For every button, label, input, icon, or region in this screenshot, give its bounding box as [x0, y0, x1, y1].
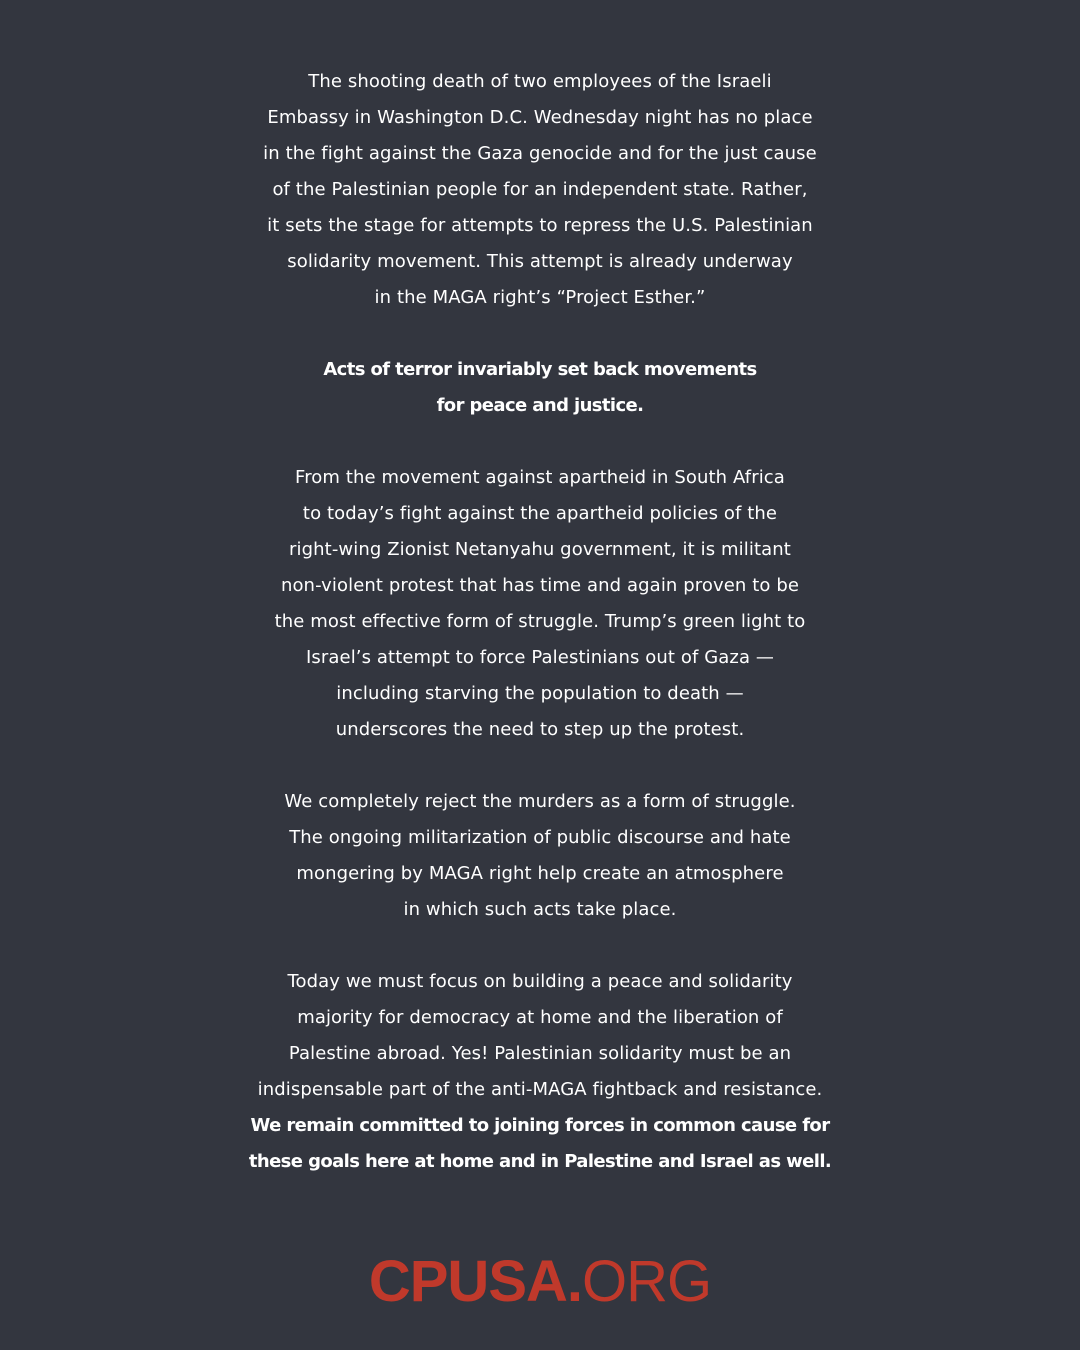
paragraph-2-line: underscores the need to step up the protest.	[335, 719, 745, 740]
paragraph-2-line: to today’s fight against the apartheid policies of the	[302, 503, 778, 524]
paragraph-2-line: including starving the population to death —	[336, 683, 744, 704]
closing-line: these goals here at home and in Palestine and Israel as well.	[248, 1151, 832, 1172]
cpusa-logo	[0, 1250, 1080, 1314]
paragraph-2-line: Israel’s attempt to force Palestinians out of Gaza —	[306, 647, 774, 668]
paragraph-2-line: the most effective form of struggle. Trump’s green light to	[274, 611, 806, 632]
paragraph-2-line: From the movement against apartheid in South Africa	[295, 467, 785, 488]
paragraph-1-line: Embassy in Washington D.C. Wednesday night has no place	[267, 107, 813, 128]
paragraph-1-line: in the fight against the Gaza genocide and for the just cause	[263, 143, 817, 164]
paragraph-3-line: in which such acts take place.	[403, 899, 677, 920]
paragraph-1-line: The shooting death of two employees of the Israeli	[308, 71, 772, 92]
paragraph-4-line: Palestine abroad. Yes! Palestinian solidarity must be an	[288, 1043, 792, 1064]
paragraph-4-line: Today we must focus on building a peace and solidarity	[287, 971, 793, 992]
paragraph-3-line: mongering by MAGA right help create an atmosphere	[296, 863, 784, 884]
logo-dot: .	[566, 1249, 583, 1314]
paragraph-4-line: indispensable part of the anti-MAGA fightback and resistance.	[257, 1079, 823, 1100]
logo-tld: ORG	[582, 1249, 712, 1314]
closing-line: We remain committed to joining forces in common cause for	[250, 1115, 830, 1136]
paragraph-2-line: non-violent protest that has time and again proven to be	[280, 575, 800, 596]
paragraph-1-line: of the Palestinian people for an independent state. Rather,	[272, 179, 808, 200]
paragraph-1-line: solidarity movement. This attempt is already underway	[287, 251, 793, 272]
paragraph-4-line: majority for democracy at home and the liberation of	[297, 1007, 783, 1028]
paragraph-1-line: in the MAGA right’s “Project Esther.”	[374, 287, 706, 308]
callout-line: for peace and justice.	[436, 395, 644, 416]
logo-name: CPUSA	[368, 1249, 567, 1314]
paragraph-2-line: right-wing Zionist Netanyahu government, it is militant	[289, 539, 791, 560]
callout-line: Acts of terror invariably set back movements	[323, 359, 757, 380]
paragraph-1-line: it sets the stage for attempts to repress the U.S. Palestinian	[267, 215, 813, 236]
paragraph-3-line: We completely reject the murders as a form of struggle.	[284, 791, 796, 812]
paragraph-3-line: The ongoing militarization of public discourse and hate	[289, 827, 791, 848]
